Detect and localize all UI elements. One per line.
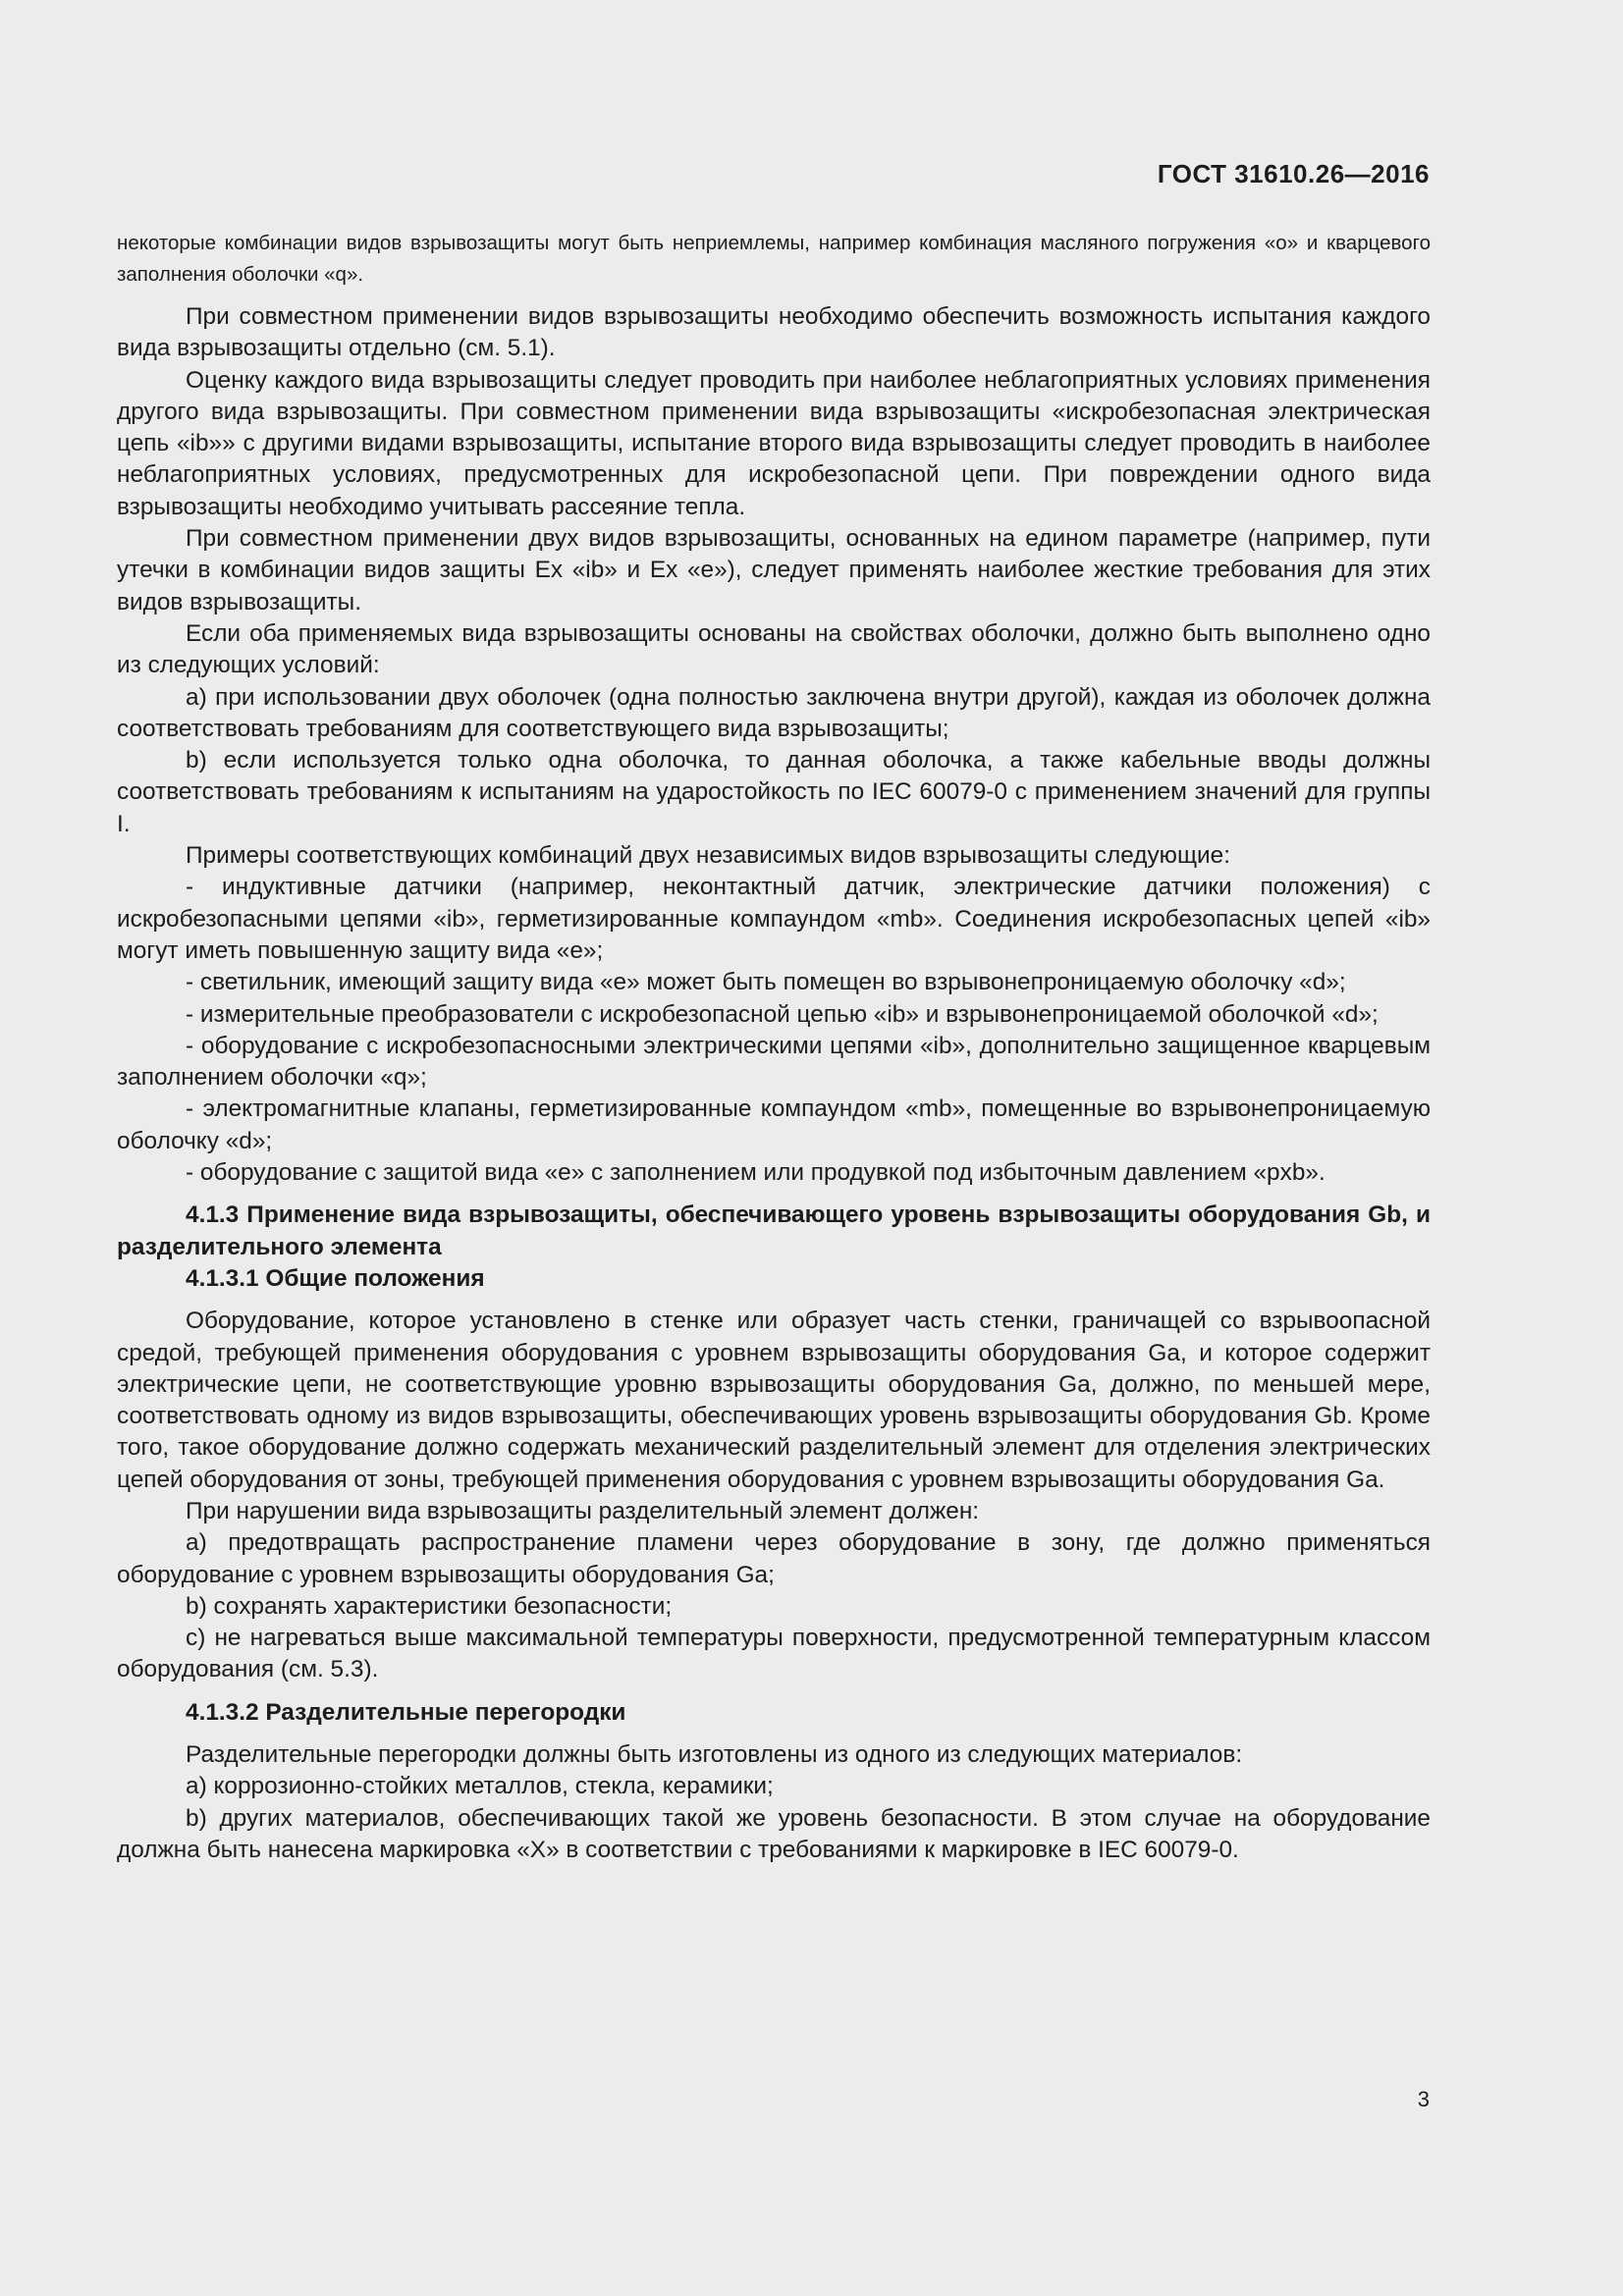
list-item: b) если используется только одна оболочка, то данная оболочка, а также кабельные вводы должны соответствовать требованиям к испытаниям на ударостойкость по IEC 60079-0 с применением значений для группы I. [117,747,1431,837]
list-item: - светильник, имеющий защиту вида «е» может быть помещен во взрывонепроницаемую оболочку «d»; [186,969,1346,996]
section-heading: 4.1.3 Применение вида взрывозащиты, обеспечивающего уровень взрывозащиты оборудования Gb, и разделительного элемента [117,1201,1431,1260]
document-header: ГОСТ 31610.26—2016 [1157,159,1430,188]
paragraph: При совместном применении видов взрывозащиты необходимо обеспечить возможность испытания каждого вида взрывозащиты отдельно (см. 5.1). [117,303,1431,362]
paragraph: При нарушении вида взрывозащиты разделительный элемент должен: [186,1497,980,1524]
list-item: - оборудование с искробезопасносными электрическими цепями «ib», дополнительно защищенное кварцевым заполнением оболочки «q»; [117,1032,1431,1092]
page-number: 3 [1417,2087,1430,2111]
paragraph: При совместном применении двух видов взрывозащиты, основанных на едином параметре (например, пути утечки в комбинации видов защиты Ex «ib» и Ex «e»), следует применять наиболее жесткие требования для этих видов взрывозащиты. [117,525,1431,615]
list-item: b) других материалов, обеспечивающих такой же уровень безопасности. В этом случае на оборудование должна быть нанесена маркировка «X» в соответствии с требованиями к маркировке в IEC 60079-0. [117,1804,1431,1863]
paragraph: Если оба применяемых вида взрывозащиты основаны на свойствах оболочки, должно быть выполнено одно из следующих условий: [117,619,1431,679]
paragraph: некоторые комбинации видов взрывозащиты могут быть неприемлемы, например комбинация масляного погружения «о» и кварцевого заполнения оболочки «q». [117,232,1431,286]
list-item: - индуктивные датчики (например, неконтактный датчик, электрические датчики положения) с искробезопасными цепями «ib», герметизированные компаундом «mb». Соединения искробезопасных цепей «ib» могут иметь повышенную защиту вида «e»; [117,874,1431,964]
page-body [117,228,1431,1866]
subsection-heading: 4.1.3.2 Разделительные перегородки [186,1698,626,1726]
paragraph: Оборудование, которое установлено в стенке или образует часть стенки, граничащей со взрывоопасной средой, требующей применения оборудования с уровнем взрывозащиты оборудования Ga, и которое содержит электрические цепи, не соответствующие уровню взрывозащиты оборудования Ga, должно, по меньшей мере, соответствовать одному из видов взрывозащиты, обеспечивающих уровень взрывозащиты оборудования Gb. Кроме того, такое оборудование должно содержать механический разделительный элемент для отделения электрических цепей оборудования от зоны, требующей применения оборудования с уровнем взрывозащиты оборудования Ga. [117,1308,1431,1493]
paragraph: Разделительные перегородки должны быть изготовлены из одного из следующих материалов: [186,1741,1243,1769]
paragraph: Примеры соответствующих комбинаций двух независимых видов взрывозащиты следующие: [186,842,1230,870]
paragraph: Оценку каждого вида взрывозащиты следует проводить при наиболее неблагоприятных условиях применения другого вида взрывозащиты. При совместном применении вида взрывозащиты «искробезопасная электрическая цепь «ib»» с другими видами взрывозащиты, испытание второго вида взрывозащиты следует проводить в наиболее неблагоприятных условиях, предусмотренных для искробезопасной цепи. При повреждении одного вида взрывозащиты необходимо учитывать рассеяние тепла. [117,366,1431,520]
list-item: b) сохранять характеристики безопасности; [186,1592,673,1620]
list-item: a) при использовании двух оболочек (одна полностью заключена внутри другой), каждая из оболочек должна соответствовать требованиям для соответствующего вида взрывозащиты; [117,683,1431,742]
list-item: a) предотвращать распространение пламени через оборудование в зону, где должно применяться оборудование с уровнем взрывозащиты оборудования Ga; [117,1529,1431,1588]
list-item: a) коррозионно-стойких металлов, стекла, керамики; [186,1773,774,1800]
list-item: - измерительные преобразователи с искробезопасной цепью «ib» и взрывонепроницаемой оболочкой «d»; [186,1000,1379,1028]
list-item: c) не нагреваться выше максимальной температуры поверхности, предусмотренной температурным классом оборудования (см. 5.3). [117,1625,1431,1683]
subsection-heading: 4.1.3.1 Общие положения [186,1264,485,1292]
list-item: - электромагнитные клапаны, герметизированные компаундом «mb», помещенные во взрывонепроницаемую оболочку «d»; [117,1095,1431,1154]
list-item: - оборудование с защитой вида «е» с заполнением или продувкой под избыточным давлением «pxb». [186,1159,1325,1187]
